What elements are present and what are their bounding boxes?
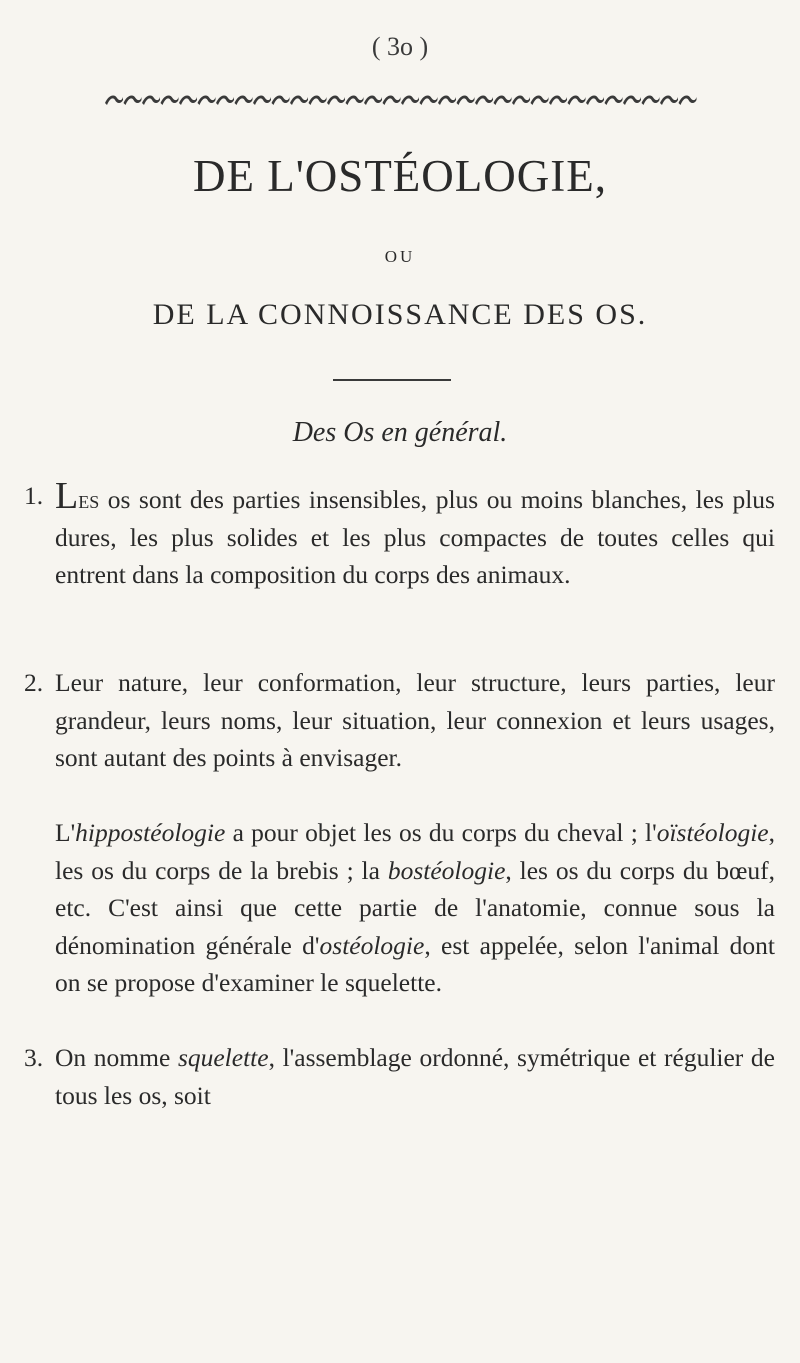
ornament-fleuron — [364, 95, 382, 105]
chapter-subtitle: DE LA CONNOISSANCE DES OS. — [152, 298, 648, 331]
ornament-fleuron — [216, 95, 234, 105]
ornament-fleuron — [438, 95, 456, 105]
text-run: , les os du corps de la brebis ; la — [55, 818, 775, 885]
lead-small-caps: es — [78, 485, 100, 514]
separator-rule — [333, 379, 451, 381]
ornament-fleuron — [401, 95, 419, 105]
ornament-fleuron — [327, 95, 345, 105]
ornament-fleuron — [623, 95, 641, 105]
ornament-fleuron — [235, 95, 253, 105]
italic-term: squelette — [177, 1043, 269, 1072]
ornament-fleuron — [179, 95, 197, 105]
section-heading: Des Os en général. — [292, 417, 508, 448]
ornament-fleuron — [586, 95, 604, 105]
ornament-fleuron — [475, 95, 493, 105]
paragraph-number: 2. — [24, 668, 44, 697]
paragraph-text — [55, 477, 775, 594]
ornament-fleuron — [272, 95, 290, 105]
ornament-fleuron — [420, 95, 438, 105]
paragraph-text — [55, 1039, 775, 1114]
decorative-ornament-band — [105, 92, 697, 106]
italic-term: bostéologie — [387, 855, 506, 885]
italic-term: oïstéologie — [656, 818, 769, 847]
ornament-fleuron — [290, 95, 308, 105]
ornament-fleuron — [105, 95, 123, 105]
ornament-fleuron — [198, 95, 216, 105]
paragraph-1 — [24, 475, 775, 594]
paragraph-number: 1. — [24, 481, 44, 510]
paragraph-number: 3. — [24, 1043, 44, 1072]
ornament-fleuron — [512, 95, 530, 105]
drop-capital: L — [55, 475, 79, 517]
ornament-fleuron — [494, 95, 512, 105]
ornament-fleuron — [531, 95, 549, 105]
italic-term: hippostéologie — [75, 818, 226, 847]
ornament-fleuron — [124, 95, 142, 105]
paragraph-3 — [24, 1039, 776, 1114]
paragraph-2 — [24, 664, 775, 777]
ornament-fleuron — [660, 95, 678, 105]
italic-term: ostéologie — [319, 930, 425, 960]
ornament-fleuron — [549, 95, 567, 105]
page-number: ( 3o ) — [371, 32, 429, 61]
ornament-fleuron — [457, 95, 475, 105]
text-run: , est appelée, selon l'animal dont on se propose d'examiner le squelette. — [55, 930, 775, 997]
ornament-fleuron — [383, 95, 401, 105]
ornament-fleuron — [642, 95, 660, 105]
ornament-fleuron — [309, 95, 327, 105]
ornament-fleuron — [161, 95, 179, 105]
chapter-title: DE L'OSTÉOLOGIE, — [192, 151, 608, 201]
title-connector: OU — [384, 247, 416, 266]
ornament-fleuron — [679, 95, 697, 105]
paragraph-text — [55, 814, 775, 1002]
paragraph-text: Leur nature, leur conformation, leur structure, leurs parties, leur grandeur, leurs noms, leur situation, leur connexion et leurs usages, sont autant des points à envisager. — [55, 668, 775, 772]
text-run: L' — [55, 818, 76, 847]
ornament-fleuron — [142, 95, 160, 105]
text-run: , l'assemblage ordonné, symétrique et régulier de tous les os, soit — [55, 1043, 776, 1110]
text-run: On nomme — [55, 1043, 178, 1072]
ornament-fleuron — [605, 95, 623, 105]
text-run: a pour objet les os du corps du cheval ; l' — [225, 818, 657, 847]
paragraph-body: os sont des parties insensibles, plus ou moins blanches, les plus dures, les plus solides et les plus compactes de toutes celles qui entrent dans la composition du corps des animaux. — [55, 485, 775, 589]
ornament-fleuron — [346, 95, 364, 105]
ornament-fleuron — [568, 95, 586, 105]
ornament-fleuron — [253, 95, 271, 105]
text-run: , les os du corps du bœuf, etc. C'est ainsi que cette partie de l'anatomie, connue sous la dénomination générale d' — [55, 855, 776, 960]
paragraph-2-continuation — [55, 814, 775, 1002]
